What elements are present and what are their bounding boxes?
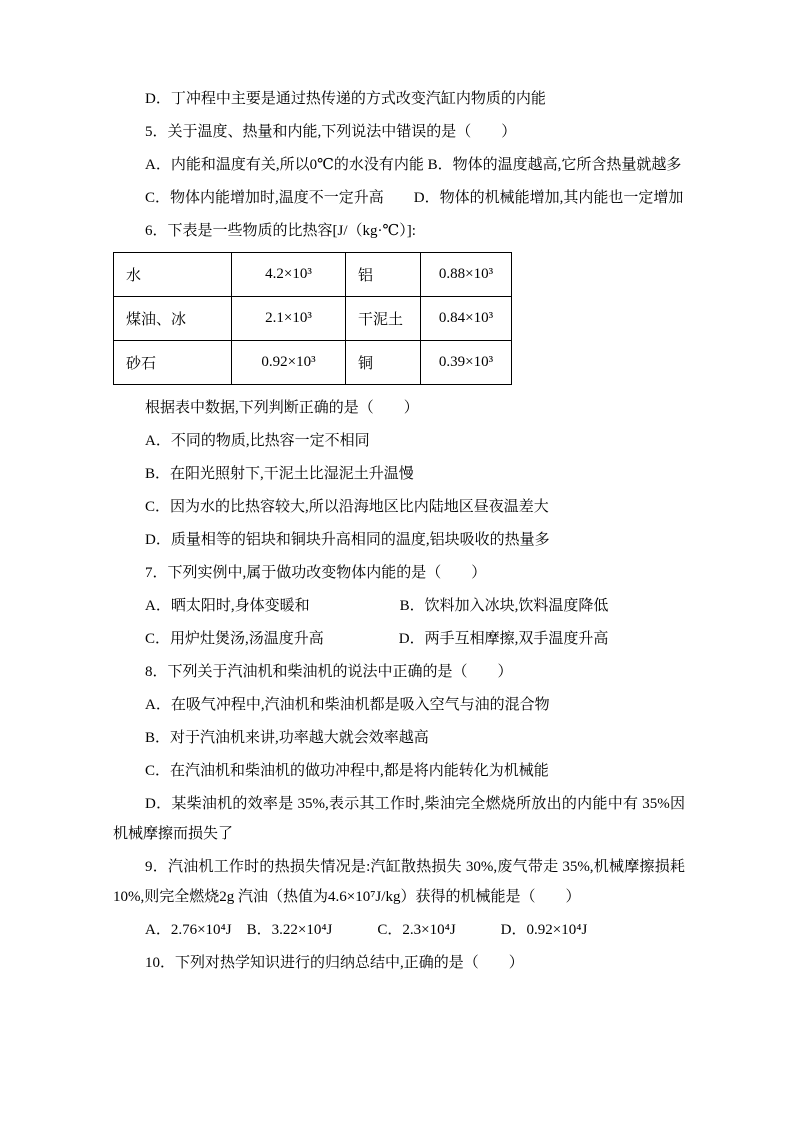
heat-value-cell: 0.92×10³ [232,341,346,385]
question-8-option-c: C．在汽油机和柴油机的做功冲程中,都是将内能转化为机械能 [145,763,549,779]
question-7-stem: 7．下列实例中,属于做功改变物体内能的是（ ） [145,565,487,581]
question-4-option-d: D．丁冲程中主要是通过热传递的方式改变汽缸内物质的内能 [145,91,546,107]
substance-cell: 铜 [346,341,421,385]
question-8-option-b: B．对于汽油机来讲,功率越大就会效率越高 [145,730,429,746]
substance-cell: 煤油、冰 [114,297,232,341]
question-6-prompt: 根据表中数据,下列判断正确的是（ ） [145,400,419,416]
question-6-option-b: B．在阳光照射下,干泥土比湿泥土升温慢 [145,466,414,482]
question-5-stem: 5．关于温度、热量和内能,下列说法中错误的是（ ） [145,124,517,140]
question-6-option-c: C．因为水的比热容较大,所以沿海地区比内陆地区昼夜温差大 [145,499,549,515]
heat-value-cell: 4.2×10³ [232,253,346,297]
question-7-options-cd: C．用炉灶煲汤,汤温度升高 D．两手互相摩擦,双手温度升高 [145,631,609,647]
question-9-stem: 9．汽油机工作时的热损失情况是:汽缸散热损失 30%,废气带走 35%,机械摩擦损耗10%,则完全燃烧2g 汽油（热值为4.6×10⁷J/kg）获得的机械能是（ ） [113,859,685,905]
question-5-options-cd: C．物体内能增加时,温度不一定升高 D．物体的机械能增加,其内能也一定增加 [145,190,684,206]
question-6-option-d: D．质量相等的铝块和铜块升高相同的温度,铝块吸收的热量多 [145,532,550,548]
specific-heat-table [113,252,512,385]
substance-cell: 水 [114,253,232,297]
substance-cell: 砂石 [114,341,232,385]
heat-value-cell: 0.84×10³ [421,297,512,341]
table-row [114,297,512,341]
question-10-stem: 10．下列对热学知识进行的归纳总结中,正确的是（ ） [145,955,524,971]
table-row [114,253,512,297]
heat-value-cell: 0.39×10³ [421,341,512,385]
substance-cell: 干泥土 [346,297,421,341]
question-5-options-ab: A．内能和温度有关,所以0℃的水没有内能 B．物体的温度越高,它所含热量就越多 [145,157,682,173]
question-6-option-a: A．不同的物质,比热容一定不相同 [145,433,370,449]
question-9-options: A．2.76×10⁴J B．3.22×10⁴J C．2.3×10⁴J D．0.92×10⁴J [145,922,588,938]
question-7-options-ab: A．晒太阳时,身体变暖和 B．饮料加入冰块,饮料温度降低 [145,598,609,614]
table-row [114,341,512,385]
question-8-option-d: D．某柴油机的效率是 35%,表示其工作时,柴油完全燃烧所放出的内能中有 35%因机械摩擦而损失了 [113,796,685,842]
heat-value-cell: 0.88×10³ [421,253,512,297]
heat-value-cell: 2.1×10³ [232,297,346,341]
question-6-stem: 6．下表是一些物质的比热容[J/（kg·℃）]: [145,223,416,239]
substance-cell: 铝 [346,253,421,297]
question-8-option-a: A．在吸气冲程中,汽油机和柴油机都是吸入空气与油的混合物 [145,697,550,713]
question-8-stem: 8．下列关于汽油机和柴油机的说法中正确的是（ ） [145,664,513,680]
